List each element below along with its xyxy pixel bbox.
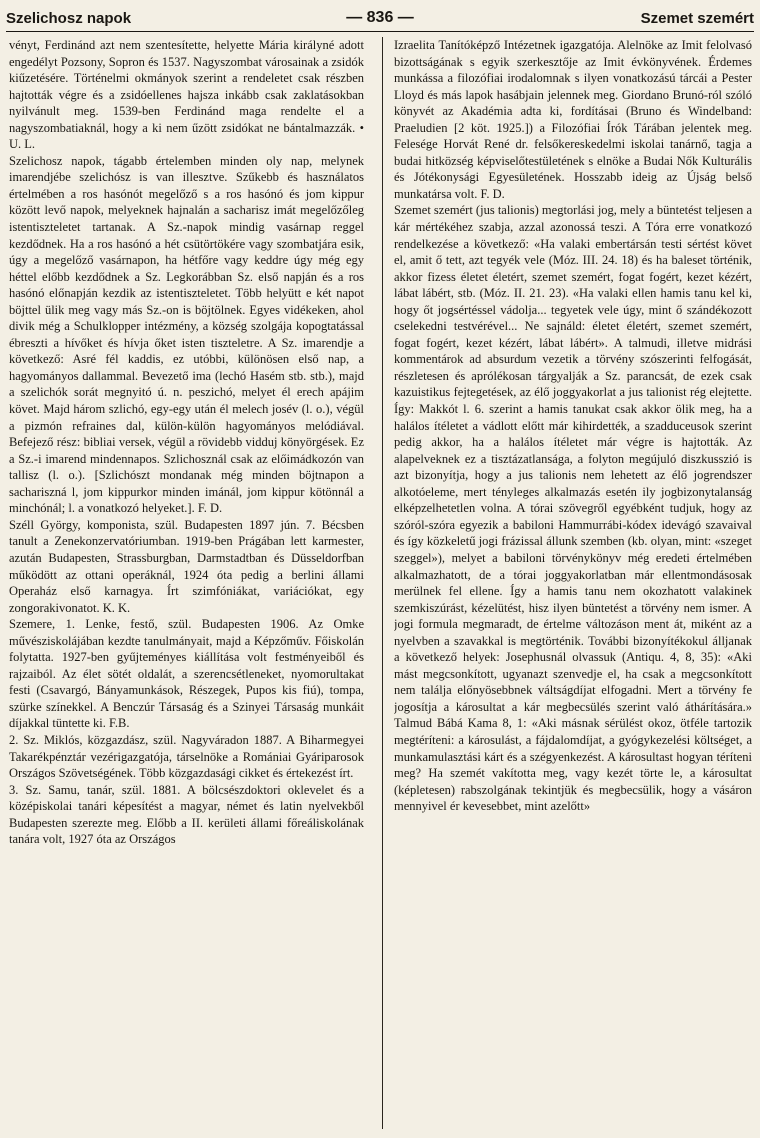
header-left-title: Szelichosz napok — [6, 10, 132, 27]
paragraph-right-2: Szemet szemért (jus talionis) megtorlási jog, mely a büntetést teljesen a kár mértékéhez szabja, azzal azonossá teszi. A Tóra erre vonatkozó rendelkezése a következő: «Ha valaki embertársán testi sértést követ el, amit ő tett, azt tegyék vele (Móz. III. 24. 18) és ha baleset történik, akkor fizess életet életért, szemet szemért, fogat fogért, kezet kézért, lábat lábért, stb. (Móz. II. 21. 23). «Ha valaki ellen hamis tanu kel ki, hogy őt jogsértéssel vádolja... tegyetek vele úgy, mint ő szándékozott cselekedni testvérével... Ne sajnáld: életet életért, szemet szemért, fogat fogért, kezet kézért, lábat lábért». A talmudi, illetve midrási kommentárok ad absurdum vezetik a törvény szószerinti felfogását, részletesen és aprólékosan tárgyalják a Sz. parancsát, de ezek csak kazuistikus fejtegetések, az élő joggyakorlat a jus talionist rég elejtette. Így: Makkót l. 6. szerint a hamis tanukat csak akkor ölik meg, ha a halálos ítéletet a vádlott előtt már kihirdették, a szadduceusok szerint pedig akkor, ha a halálos ítéletet már végre is hajtották. Az alapelveknek ez a tisztázatlansága, a folyton megújuló diszkusszió is azt bizonyítja, hogy a jus talionis nem lehetett az élő jogrendszer alkotóeleme, mert tényleges alkalmazás esetén ily jogbizonytalanság elképzelhetetlen volna. A tórai szövegről egyébként tudjuk, hogy az szóról-szóra egyezik a babiloni Hammurrábi-kódex idevágó szavaival és így közkeletű jogi frázissal állunk szemben (kb. olyan, mint: «szeget szeggel»), melyet a babiloni törvénykönyv még eredeti értelmében alkalmazhatott, de a tórai joggyakorlatban már ellentmondásosak merülnek fel ellene. Így a hamis tanu nem okozhatott valakinek szemkiszúrást, kézelütést, hisz ilyen büntetést a törvény nem ismer. A jogi formula megmaradt, de értelme változáson ment át, miként az a nyelvben a szavakkal is megtörténik. További bizonyítékokul álljanak a következő helyek: Josephusnál olvassuk (Antiqu. 4, 8, 35): «Aki mást megcsonkított, ugyanazt szenvedje el, ha csak a megcsonkított nem találja előnyösebbnek váltságdíjat elfogadni. Mert a törvény fe jogosítja a károsultat a kár megbecsülés szerint való áthárítására.» Talmud Bábá Kama 8, 1: «Aki másnak sérülést okoz, ötféle tartozik megtéríteni: a károsulást, a fájdalomdíjat, a gyógykezelési költséget, a munkamulasztási kárt és a szégyenkezést. A károsultast hogyan téríteni meg? Ha szemét vakította meg, vagy kezét törte le, a károsultat (képletesen) rabszolgának tekintjük és megbecsülik, hogy a vásáron mennyivel ér kevesebbet, mint azelőtt» — [394, 203, 752, 814]
column-divider — [382, 37, 383, 1129]
paragraph-right-1: Izraelita Tanítóképző Intézetnek igazgatója. Alelnöke az Imit felolvasó bizottságának s egyik szerkesztője az Imit évkönyvének. Érdemes munkássa a filozófiai irodalomnak s ilyen vonatkozású tárcái a Pester Lloyd és más lapok hasábjain jelennek meg. Giordano Brunó-ról szóló könyvét az Akadémia adta ki, fordításai (Bruno és Windelband: Praeludien [2 köt. 1925.]) a Filozófiai Írók Tárában jelentek meg. Felesége Horvát René dr. felsőkereskedelmi iskolai tanárnő, tagja a budai hitközség képviselőtestületének s elnöke a Budai Nők Kulturális és Jótékonysági Egyesületének. Hosszabb ideig az Újság belső munkatársa volt. F. D. — [394, 38, 752, 201]
running-header — [6, 6, 754, 30]
left-column — [9, 37, 364, 1132]
page-number: — 836 — — [346, 9, 414, 26]
paragraph-left-1: vényt, Ferdinánd azt nem szentesítette, helyette Mária királyné adott engedélyt Pozsony, Sopron és 1537. Nagyszombat városainak a zsidók kiűzetésére. Történelmi okmányok szerint a rendeletet csak részben hajtották végre és a zsidóellenes hajsza inkább csak zaklatásokban nyilvánult meg. 1539-ben Ferdinánd maga rendelte el a nagyszombatiaknál, hogy a ki nem űzött zsidókat ne bántalmazzák. • U. L. — [9, 38, 364, 152]
header-rule — [6, 31, 754, 32]
header-right-title: Szemet szemért — [640, 10, 754, 27]
right-column — [394, 37, 752, 1132]
paragraph-left-4: Szemere, 1. Lenke, festő, szül. Budapesten 1906. Az Omke művésziskolájában kezdte tanulmányait, majd a Képzőműv. Főiskolán folytatta. 1927-ben gyűjteményes kiállítása volt festményeiből és rajzaiból. Az élet sötét oldalát, a szerencsétleneket, nyomorultakat festi (Csavargó, Bányamunkások, Részegek, Pupos kis fiú), tompa, szürke színekkel. A Benczúr Társaság és a Szinyei Társaság munkáit díjakkal tüntette ki. F.B. — [9, 617, 364, 731]
paragraph-left-6: 3. Sz. Samu, tanár, szül. 1881. A bölcsészdoktori oklevelet és a középiskolai tanári képesítést a magyar, német és latin nyelvekből Budapesten szerezte meg. Előbb a II. kerületi állami főreáliskolának tanára volt, 1927 óta az Országos — [9, 782, 364, 847]
paragraph-left-3: Széll György, komponista, szül. Budapesten 1897 jún. 7. Bécsben tanult a Zenekonzervatóriumban. 1919-ben Prágában lett karmester, azután Budapesten, Strassburgban, Darmstadtban és Düsseldorfban működött az ottani operáknál, 1924 óta pedig a berlini állami Operaház első karnagya. Írt szimfóniákat, variációkat, egy zongorakivonatot. K. K. — [9, 517, 364, 615]
paragraph-left-5: 2. Sz. Miklós, közgazdász, szül. Nagyváradon 1887. A Biharmegyei Takarékpénztár vezérigazgatója, társelnöke a Romániai Gyáriparosok Országos Szövetségének. Több közgazdasági cikket és értekezést írt. — [9, 732, 364, 781]
paragraph-left-2: Szelichosz napok, tágabb értelemben minden oly nap, melynek imarendjébe szelichósz is van illesztve. Szűkebb és használatos értelmében a ros hasónót megelőző s a ros hasónó és jom kippur között levő napok, melyeknek hajnalán a sacharisz imát megelőzőleg istentiszteletet tartanak. A Sz.-napok mindig vasárnap reggel kezdődnek. Ha a ros hasónó a hét csütörtökére vagy szombatjára esik, úgy a megelőző vasárnapon, ha hétfőre vagy keddre úgy még egy héttel előbb kezdődnek a Sz. Legkorábban Sz. első napján és a ros hasónó előnapján kezdik az istentiszteletet. Több helyütt e két napot böjttel ülik meg vagy más Sz.-on is böjtölnek. Egyes vidékeken, ahol divik még a Schulklopper intézmény, a község szolgája kopogtatással ébreszti a hívőket és hívja őket isten tiszteletre. A Sz. imarendje a következő: Asré fél kaddis, ez utóbbi, különösen első nap, a hagyományos dallammal. Bevezető ima (lechó Hasém stb. stb.), majd a szelichók sorát megnyitó ú. n. peszichó, melyet él erech apájim követ. Majd három szlichó, egy-egy után él melech josév (l. o.), végül a pizmón refraines dal, külön-külön hagyományos melódiával. Befejező rész: bibliai versek, végül a rövidebb vidduj könyörgések. Ez a Sz.-i imarend mindennapos. Szlichosznál csak az előimádkozón van tallisz (l. o.). [Szlichószt mondanak még minden böjtnapon a sachariszná l, jom kippurkor minden imánál, jom kippur kötönnál a minchónál; l. a vonatkozó helyeket.]. F. D. — [9, 153, 364, 516]
